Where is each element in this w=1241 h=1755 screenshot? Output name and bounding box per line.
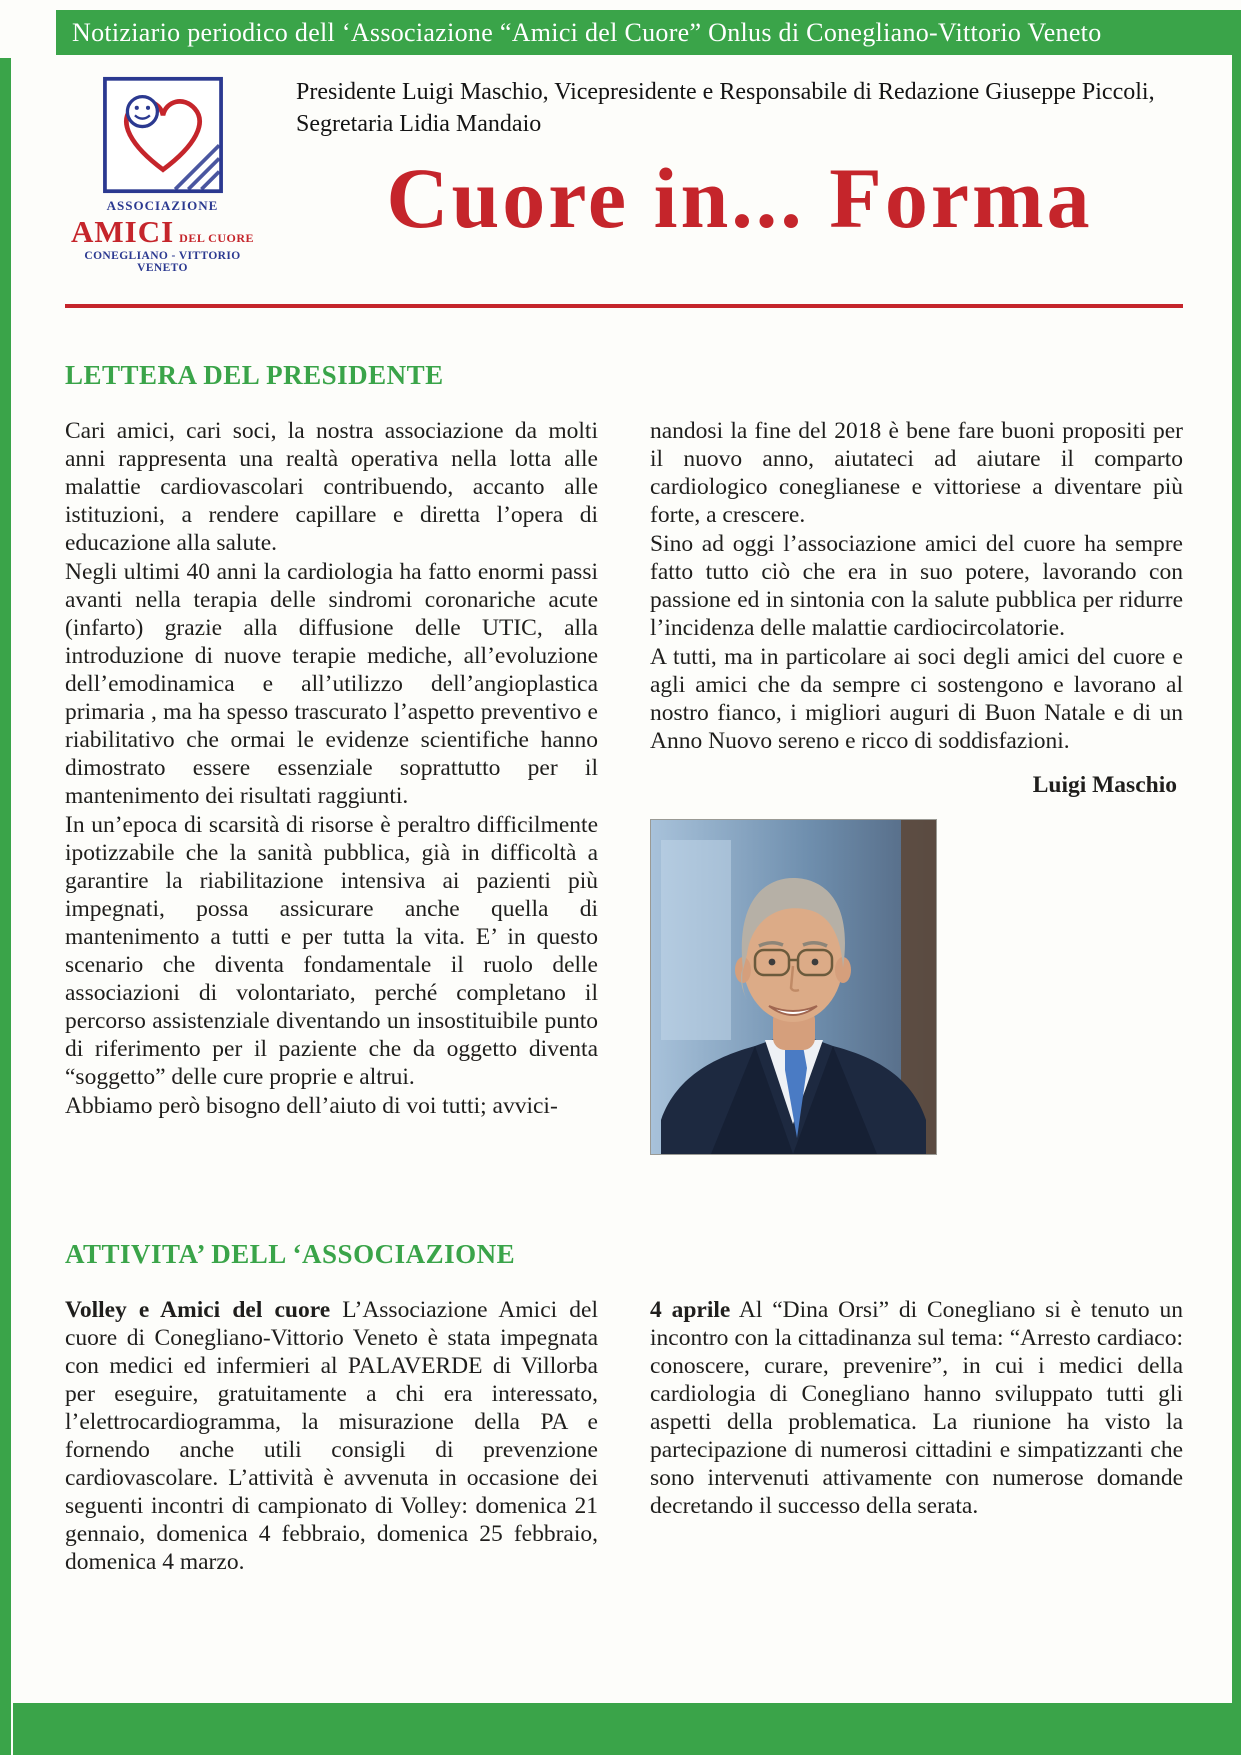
- president-signature: Luigi Maschio: [1032, 772, 1177, 798]
- page-content: [65, 62, 1183, 1576]
- letter-paragraph: In un’epoca di scarsità di risorse è peraltro difficilmente ipotizzabile che la sanità pubblica, già in difficoltà a garantire la riabilitazione intensiva ai pazienti più impegnati, possa assicurare anche quella di mantenimento a tutti e per tutta la vita. E’ in questo scenario che diventa fondamentale il ruolo delle associazioni di volontariato, perché completano il percorso assistenziale diventando un insostituibile punto di riferimento per il paziente che da oggetto diventa “soggetto” delle cure proprie e altrui.: [65, 812, 598, 1090]
- top-banner: [56, 10, 1241, 55]
- activities-left-text: L’Associazione Amici del cuore di Conegliano-Vittorio Veneto è stata impegnata con medici ed infermieri al PALAVERDE di Villorba per eseguire, gratuitamente a chi era interessato, l’elettrocardiogramma, la misurazione della PA e fornendo anche utili consigli di prevenzione cardiovascolare. L’attività è avvenuta in occasione dei seguenti incontri di campionato di Volley: domenica 21 gennaio, domenica 4 febbraio, domenica 25 febbraio, domenica 4 marzo.: [65, 1297, 598, 1575]
- activities-right-column: [650, 1296, 1183, 1576]
- president-photo: [650, 819, 937, 1155]
- letter-paragraph: Abbiamo però bisogno dell’aiuto di voi tutti; avvici-: [65, 1093, 558, 1119]
- letter-paragraph: nandosi la fine del 2018 è bene fare buoni propositi per il nuovo anno, aiutateci ad aiutare il comparto cardiologico coneglianese e vittoriese a diventare più forte, a crescere.: [650, 418, 1183, 528]
- section-heading-activities: ATTIVITA’ DELL ‘ASSOCIAZIONE: [65, 1239, 516, 1269]
- top-banner-text: Notiziario periodico dell ‘Associazione “Amici del Cuore” Onlus di Conegliano-Vittorio Veneto: [72, 17, 1102, 47]
- masthead-right: [296, 70, 1183, 246]
- logo-cities: CONEGLIANO - VITTORIO VENETO: [84, 250, 241, 274]
- right-green-edge: [1232, 55, 1241, 1755]
- letter-left-column: [65, 417, 598, 1155]
- letter-paragraph: A tutti, ma in particolare ai soci degli amici del cuore e agli amici che da sempre ci sostengono e lavorano al nostro fianco, i migliori auguri di Buon Natale e di un Anno Nuovo sereno e ricco di soddisfazioni.: [650, 644, 1183, 754]
- section-letter: [65, 360, 1183, 1155]
- activities-left-lead: Volley e Amici del cuore: [65, 1297, 331, 1323]
- activities-right-text: Al “Dina Orsi” di Conegliano si è tenuto un incontro con la cittadinanza sul tema: “Arresto cardiaco: conoscere, curare, prevenire”, in cui i medici della cardiologia di Conegliano hanno sviluppato tutti gli aspetti della problematica. La riunione ha visto la partecipazione di numerosi cittadini e simpatizzanti che sono intervenuti attivamente con numerose domande decretando il successo della serata.: [650, 1297, 1183, 1519]
- activities-left-column: [65, 1296, 598, 1576]
- logo-association-label: ASSOCIAZIONE: [106, 198, 219, 213]
- heart-logo-icon: [65, 76, 260, 194]
- activities-right-lead: 4 aprile: [650, 1297, 731, 1323]
- staff-line: Presidente Luigi Maschio, Vicepresidente e Responsabile di Redazione Giuseppe Piccoli, Segretaria Lidia Mandaio: [296, 79, 1155, 138]
- letter-paragraph: Cari amici, cari soci, la nostra associazione da molti anni rappresenta una realtà operativa nella lotta alle malattie cardiovascolari contribuendo, accanto alle istituzioni, a rendere capillare e diretta l’opera di educazione alla salute.: [65, 418, 598, 556]
- section-heading-letter: LETTERA DEL PRESIDENTE: [65, 360, 444, 390]
- association-logo: [65, 70, 260, 274]
- logo-name-small: DEL CUORE: [179, 231, 255, 245]
- bottom-banner: [13, 1703, 1241, 1755]
- newsletter-title: Cuore in... Forma: [386, 149, 1093, 246]
- logo-name: [65, 216, 260, 247]
- letter-paragraph: Negli ultimi 40 anni la cardiologia ha fatto enormi passi avanti nella terapia delle sindromi coronariche acute (infarto) grazie alla diffusione delle UTIC, alla introduzione di nuove terapie mediche, all’evoluzione dell’emodinamica e all’utilizzo dell’angioplastica primaria , ma ha spesso trascurato l’aspetto preventivo e riabilitativo che ormai le evidenze scientifiche hanno dimostrato essere essenziale soprattutto per il mantenimento dei risultati raggiunti.: [65, 559, 598, 809]
- red-divider: [65, 304, 1183, 308]
- section-activities: [65, 1239, 1183, 1576]
- left-green-edge: [0, 58, 11, 1755]
- letter-paragraph: Sino ad oggi l’associazione amici del cuore ha sempre fatto tutto ciò che era in suo potere, lavorando con passione ed in sintonia con la salute pubblica per ridurre l’incidenza delle malattie cardiocircolatorie.: [650, 531, 1183, 641]
- masthead: [65, 70, 1183, 274]
- activities-right-paragraph: [650, 1296, 1183, 1520]
- president-photo-image: [651, 820, 936, 1154]
- activities-left-paragraph: [65, 1296, 598, 1576]
- logo-name-big: AMICI: [70, 214, 175, 249]
- letter-right-column: [650, 417, 1183, 1155]
